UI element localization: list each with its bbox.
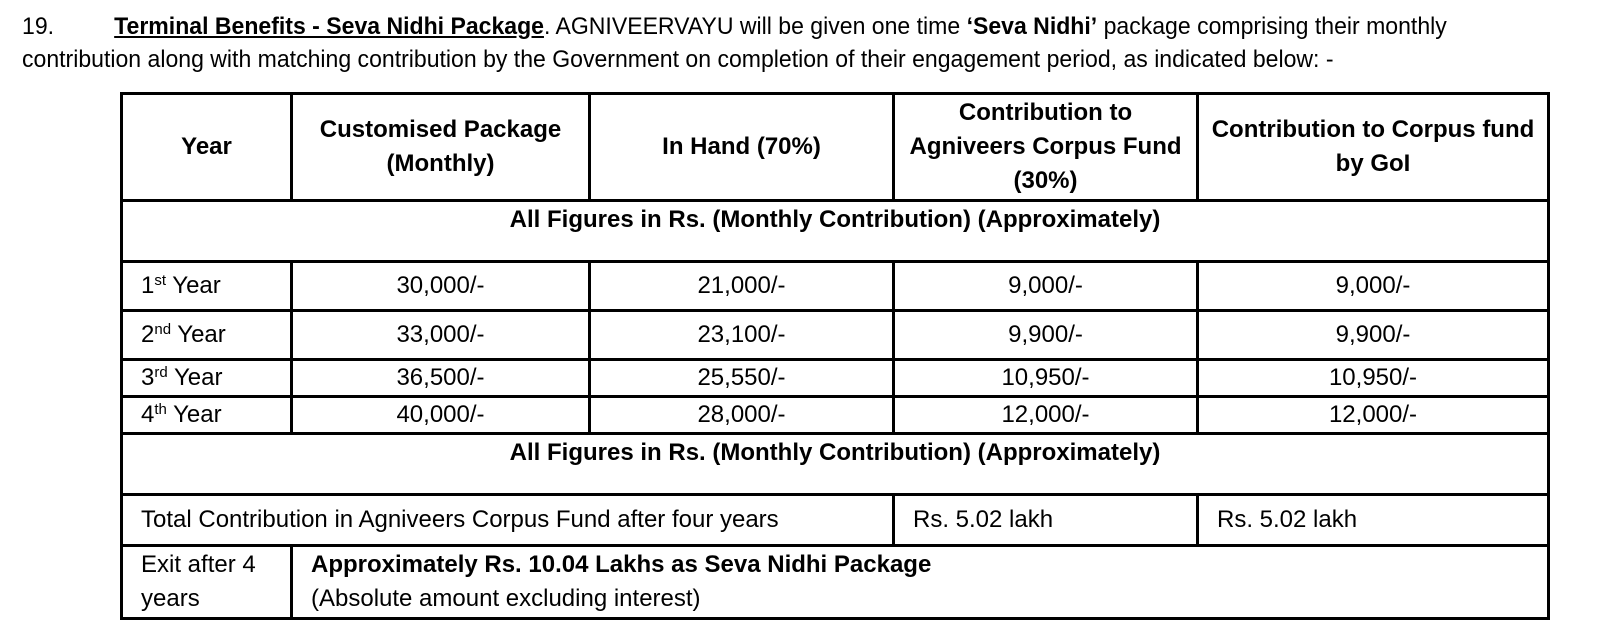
total-goi-corpus: Rs. 5.02 lakh (1198, 495, 1549, 546)
note-cell: All Figures in Rs. (Monthly Contribution) (Approximately) (122, 434, 1549, 495)
goi-corpus-cell: 9,900/- (1198, 311, 1549, 360)
in-hand-cell: 25,550/- (590, 360, 894, 397)
table-row (122, 360, 1549, 397)
year-cell: 3rd Year (122, 360, 292, 397)
paragraph-heading: Terminal Benefits - Seva Nidhi Package (114, 13, 544, 40)
total-label: Total Contribution in Agniveers Corpus Fund after four years (122, 495, 894, 546)
in-hand-cell: 28,000/- (590, 397, 894, 434)
exit-amount: Approximately Rs. 10.04 Lakhs as Seva Nidhi Package (311, 551, 932, 578)
agniveer-corpus-cell: 9,000/- (894, 262, 1198, 311)
total-agniveer-corpus: Rs. 5.02 lakh (894, 495, 1198, 546)
paragraph-bold-term: ‘Seva Nidhi’ (966, 13, 1098, 40)
in-hand-cell: 23,100/- (590, 311, 894, 360)
paragraph-number: 19. (22, 13, 55, 40)
paragraph-19 (22, 10, 1520, 76)
table-row (122, 262, 1549, 311)
table-row (122, 311, 1549, 360)
package-cell: 40,000/- (292, 397, 590, 434)
note-row (122, 201, 1549, 262)
header-agniveer-corpus: Contribution to Agniveers Corpus Fund (30%) (894, 94, 1198, 201)
package-cell: 36,500/- (292, 360, 590, 397)
exit-label: Exit after 4 years (122, 546, 292, 619)
exit-value (292, 546, 1549, 619)
header-package: Customised Package (Monthly) (292, 94, 590, 201)
goi-corpus-cell: 9,000/- (1198, 262, 1549, 311)
year-cell: 4th Year (122, 397, 292, 434)
paragraph-text-2: package comprising their monthly contribution along with matching contribution by the Government on completion of their engagement period, as indicated below: - (22, 13, 1447, 73)
exit-row (122, 546, 1549, 619)
goi-corpus-cell: 10,950/- (1198, 360, 1549, 397)
year-cell: 1st Year (122, 262, 292, 311)
agniveer-corpus-cell: 9,900/- (894, 311, 1198, 360)
agniveer-corpus-cell: 12,000/- (894, 397, 1198, 434)
header-goi-corpus: Contribution to Corpus fund by GoI (1198, 94, 1549, 201)
header-row (122, 94, 1549, 201)
seva-nidhi-table (120, 92, 1550, 620)
header-in-hand: In Hand (70%) (590, 94, 894, 201)
header-year: Year (122, 94, 292, 201)
note-row (122, 434, 1549, 495)
agniveer-corpus-cell: 10,950/- (894, 360, 1198, 397)
package-cell: 33,000/- (292, 311, 590, 360)
paragraph-text-1: . AGNIVEERVAYU will be given one time (543, 13, 967, 40)
table-row (122, 397, 1549, 434)
package-cell: 30,000/- (292, 262, 590, 311)
goi-corpus-cell: 12,000/- (1198, 397, 1549, 434)
in-hand-cell: 21,000/- (590, 262, 894, 311)
note-cell: All Figures in Rs. (Monthly Contribution) (Approximately) (122, 201, 1549, 262)
year-cell: 2nd Year (122, 311, 292, 360)
total-row (122, 495, 1549, 546)
exit-note: (Absolute amount excluding interest) (311, 585, 701, 612)
